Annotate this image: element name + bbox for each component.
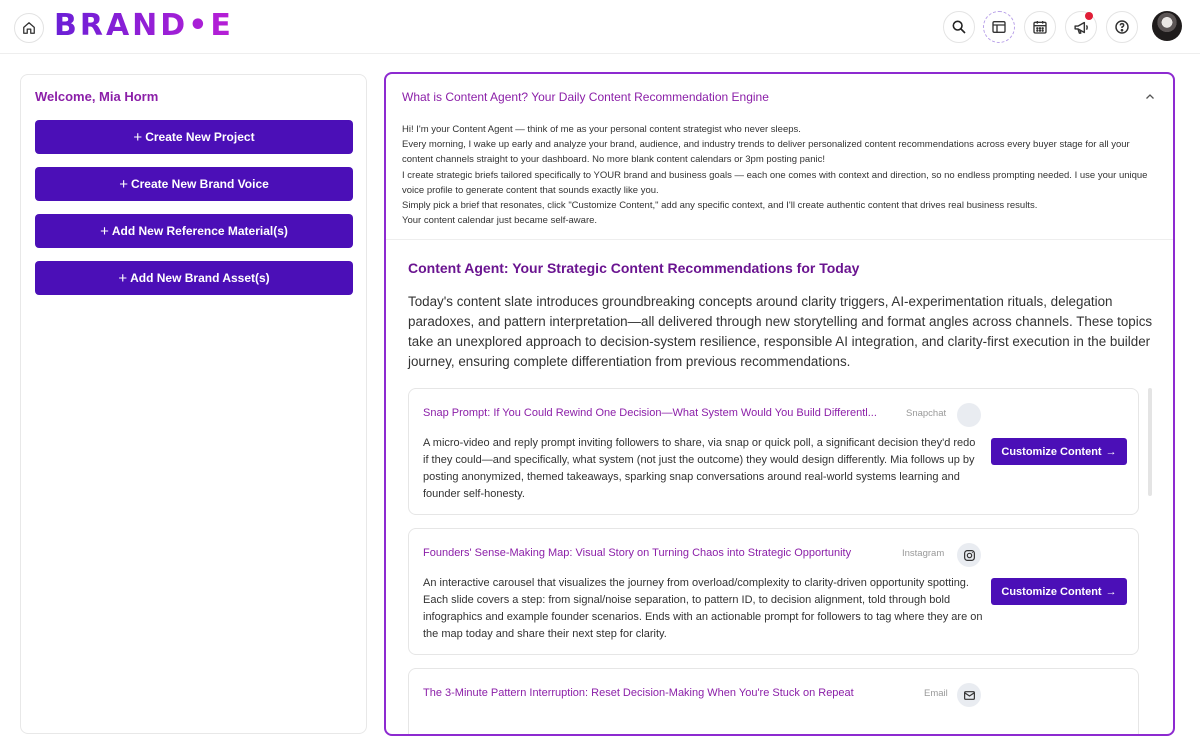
card-title[interactable]: Snap Prompt: If You Could Rewind One Decision—What System Would You Build Differentl... — [423, 407, 877, 419]
user-avatar[interactable] — [1152, 11, 1182, 41]
add-reference-material-button[interactable] — [35, 214, 353, 248]
content-agent-panel — [384, 72, 1175, 736]
customize-content-button[interactable] — [991, 438, 1127, 465]
create-brand-voice-button[interactable] — [35, 167, 353, 201]
about-line: I create strategic briefs tailored specifically to YOUR brand and business goals — each one comes with context and direction, so no endless prompting needed. I use your unique voice profile to generate content that sounds exactly like you. — [402, 169, 1148, 196]
recommendations-title: Content Agent: Your Strategic Content Recommendations for Today — [408, 260, 860, 276]
instagram-icon — [957, 543, 981, 567]
card-platform: Snapchat — [906, 408, 947, 419]
divider — [386, 239, 1175, 240]
recommendation-card — [408, 388, 1139, 515]
recommendations-intro: Today's content slate introduces groundbreaking concepts around clarity triggers, AI-experimentation rituals, delegation paradoxes, and pattern interpretation—all delivered through new storytelling and format angles across channels. These topics take an unexplored approach to decision-system resilience, responsible AI integration, and clarity-first execution in the builder journey, ensuring complete differentiation from previous recommendations. — [408, 294, 1153, 369]
recommendation-card — [408, 528, 1139, 655]
chevron-up-icon[interactable] — [1143, 90, 1157, 104]
welcome-text: Welcome, Mia Horm — [35, 89, 159, 104]
arrow-right-icon: → — [1105, 445, 1117, 458]
home-button[interactable] — [14, 13, 44, 43]
help-button[interactable] — [1106, 11, 1138, 43]
about-line: Every morning, I wake up early and analyze your brand, audience, and industry trends to deliver personalized content recommendations across every buyer stage for all your content channels straight to your dashboard. No more blank content calendars or 3pm posting panic! — [402, 139, 1130, 166]
plus-icon: + — [100, 222, 109, 240]
button-label: Customize Content — [1001, 585, 1102, 598]
button-label: Add New Reference Material(s) — [111, 224, 288, 238]
home-icon — [22, 21, 36, 35]
add-brand-asset-button[interactable] — [35, 261, 353, 295]
recommendation-card — [408, 668, 1139, 736]
scrollbar[interactable] — [1148, 388, 1152, 496]
sidebar-panel — [20, 74, 367, 734]
about-title[interactable]: What is Content Agent? Your Daily Content Recommendation Engine — [402, 90, 769, 104]
brand-logo[interactable]: BRAND•E — [54, 8, 234, 43]
about-line: Your content calendar just became self-aware. — [402, 215, 598, 227]
arrow-right-icon: → — [1105, 585, 1117, 598]
help-icon — [1114, 19, 1130, 35]
about-line: Hi! I'm your Content Agent — think of me as your personal content strategist who never sleeps. — [402, 124, 801, 135]
about-line: Simply pick a brief that resonates, click "Customize Content," add any specific context, and I'll create authentic content that drives real business results. — [402, 200, 1038, 212]
calendar-icon — [1032, 19, 1048, 35]
button-label: Create New Brand Voice — [130, 177, 269, 191]
card-platform: Email — [924, 688, 948, 699]
email-icon — [957, 683, 981, 707]
create-project-button[interactable] — [35, 120, 353, 154]
card-description: A micro-video and reply prompt inviting followers to share, via snap or quick poll, a significant decision they'd redo if they could—and specifically, what system (not just the outcome) they would design differently. Mia follows up by posting anonymized, themed takeaways, sparking snap conversations around real-world systems learning and founder self-honesty. — [423, 437, 976, 500]
calendar-button[interactable] — [1024, 11, 1056, 43]
layout-button[interactable] — [983, 11, 1015, 43]
card-title[interactable]: The 3-Minute Pattern Interruption: Reset Decision-Making When You're Stuck on Repeat — [423, 687, 854, 699]
about-description — [402, 122, 1162, 228]
button-label: Create New Project — [145, 130, 255, 144]
card-title[interactable]: Founders' Sense-Making Map: Visual Story on Turning Chaos into Strategic Opportunity — [423, 547, 852, 559]
button-label: Customize Content — [1001, 445, 1102, 458]
plus-icon: + — [118, 269, 128, 287]
top-header — [0, 0, 1200, 54]
plus-icon: + — [133, 128, 143, 146]
notification-dot — [1085, 12, 1093, 20]
megaphone-icon — [1073, 19, 1090, 36]
card-platform: Instagram — [902, 548, 945, 559]
announcements-button[interactable] — [1065, 11, 1097, 43]
layout-icon — [991, 19, 1007, 35]
card-description: An interactive carousel that visualizes the journey from overload/complexity to clarity-driven opportunity spotting. Each slide covers a step: from signal/noise separation, to pattern ID, to decision alignment, told through bold infographics and example founder scenarios. Ends with an actionable prompt for followers to tag where they are on the map today and share their next step for clarity. — [423, 577, 983, 640]
plus-icon: + — [119, 175, 128, 193]
search-icon — [951, 19, 967, 35]
button-label: Add New Brand Asset(s) — [130, 271, 270, 285]
snapchat-icon — [957, 403, 981, 427]
search-button[interactable] — [943, 11, 975, 43]
customize-content-button[interactable] — [991, 578, 1127, 605]
